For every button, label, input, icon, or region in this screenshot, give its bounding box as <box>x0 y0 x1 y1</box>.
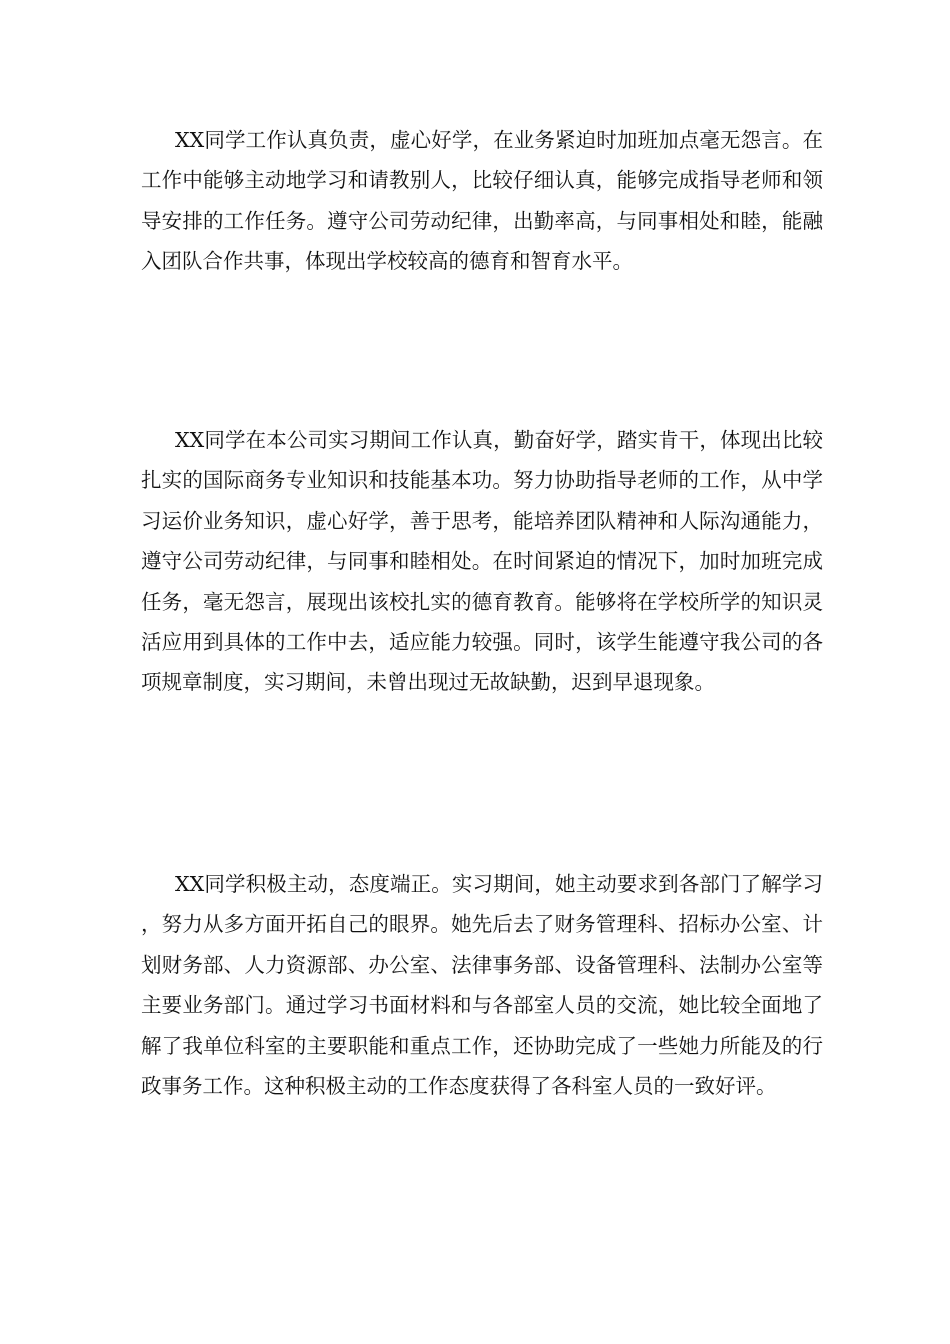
paragraph-3: XX同学积极主动，态度端正。实习期间，她主动要求到各部门了解学习，努力从多方面开拓自己的眼界。她先后去了财务管理科、招标办公室、计划财务部、人力资源部、办公室、法律事务部、设备管理科、法制办公室等主要业务部门。通过学习书面材料和与各部室人员的交流，她比较全面地了解了我单位科室的主要职能和重点工作，还协助完成了一些她力所能及的行政事务工作。这种积极主动的工作态度获得了各科室人员的一致好评。 <box>141 872 823 1099</box>
paragraph-1: XX同学工作认真负责，虚心好学，在业务紧迫时加班加点毫无怨言。在工作中能够主动地学习和请教别人，比较仔细认真，能够完成指导老师和领导安排的工作任务。遵守公司劳动纪律，出勤率高，与同事相处和睦，能融入团队合作共事，体现出学校较高的德育和智育水平。 <box>141 128 823 274</box>
paragraph-2: XX同学在本公司实习期间工作认真，勤奋好学，踏实肯干，体现出比较扎实的国际商务专业知识和技能基本功。努力协助指导老师的工作，从中学习运价业务知识，虚心好学，善于思考，能培养团队精神和人际沟通能力，遵守公司劳动纪律，与同事和睦相处。在时间紧迫的情况下，加时加班完成任务，毫无怨言，展现出该校扎实的德育教育。能够将在学校所学的知识灵活应用到具体的工作中去，适应能力较强。同时，该学生能遵守我公司的各项规章制度，实习期间，未曾出现过无故缺勤，迟到早退现象。 <box>141 428 823 695</box>
